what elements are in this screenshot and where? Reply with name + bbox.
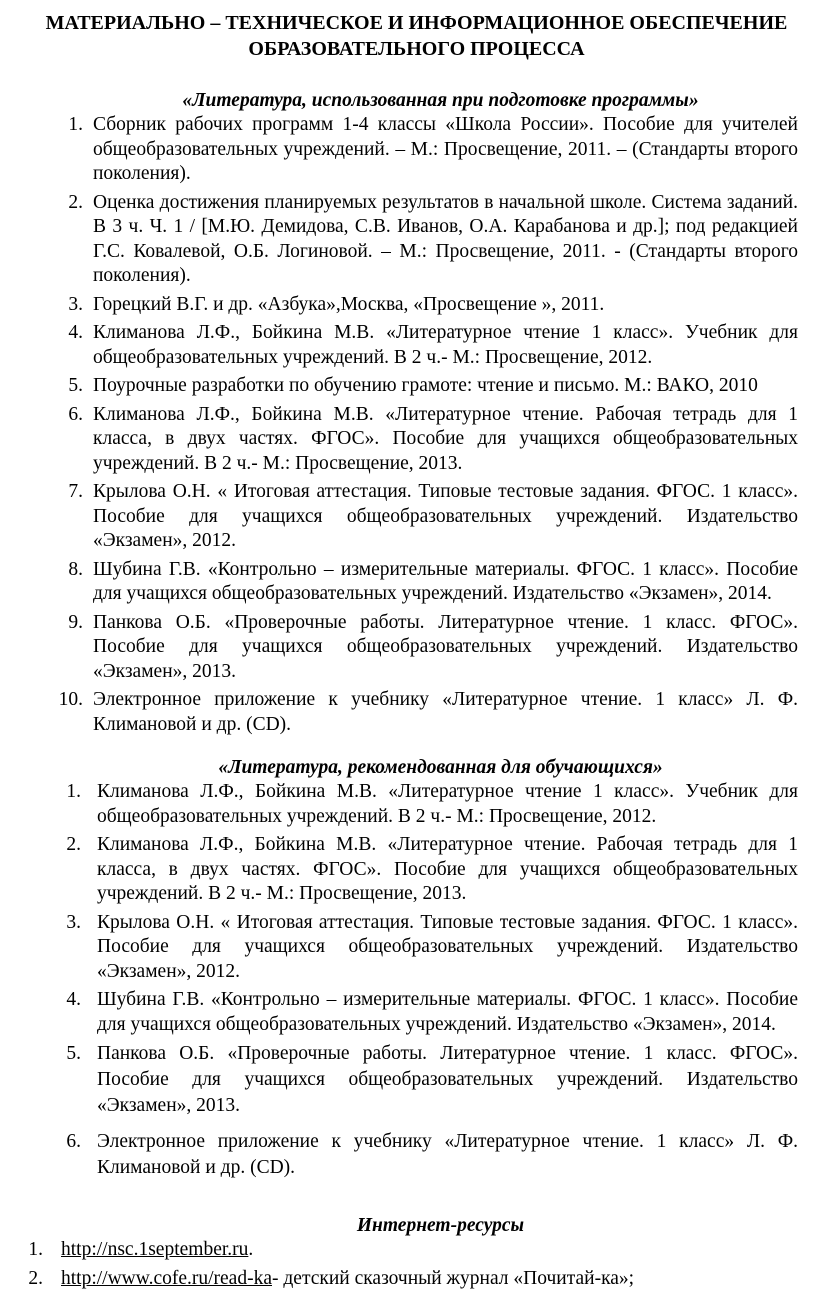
list-item-number: 2. <box>27 1267 43 1291</box>
list-item-text: Электронное приложение к учебнику «Литературное чтение. 1 класс» Л. Ф. Климановой и др. (CD). <box>93 689 798 735</box>
list-item-text: Климанова Л.Ф., Бойкина М.В. «Литературное чтение 1 класс». Учебник для общеобразовательных учреждений. В 2 ч.- М.: Просвещение, 2012. <box>97 781 798 827</box>
list-item <box>35 480 798 554</box>
list-item <box>35 911 798 985</box>
list-item <box>35 1041 798 1119</box>
list-item-number: 6. <box>35 403 83 428</box>
list-item <box>35 321 798 370</box>
list-item <box>35 833 798 907</box>
resource-link-suffix: - детский сказочный журнал «Почитай-ка»; <box>272 1268 634 1289</box>
list-item-number: 5. <box>35 374 83 399</box>
list-item <box>35 780 798 829</box>
list-item <box>35 403 798 477</box>
list-item-number: 3. <box>35 293 83 318</box>
resource-link-cofe[interactable]: http://www.cofe.ru/read-ka <box>61 1268 272 1289</box>
list-item <box>35 1267 798 1291</box>
list-item-text: Сборник рабочих программ 1-4 классы «Школа России». Пособие для учителей общеобразовательных учреждений. – М.: Просвещение, 2011. – (Стандарты второго поколения). <box>93 114 798 184</box>
list-item-number: 1. <box>35 113 83 138</box>
list-item <box>35 113 798 187</box>
list-item <box>35 1238 798 1263</box>
list-item-number: 2. <box>35 191 83 216</box>
list-item-number: 4. <box>35 321 83 346</box>
list-item-text: Оценка достижения планируемых результатов в начальной школе. Система заданий. В 3 ч. Ч. 1 / [М.Ю. Демидова, С.В. Иванов, О.А. Карабанова и др.]; под редакцией Г.С. Ковалевой, О.Б. Логиновой. – М.: Просвещение, 2011. - (Стандарты второго поколения). <box>93 192 798 287</box>
list-item-text: Климанова Л.Ф., Бойкина М.В. «Литературное чтение. Рабочая тетрадь для 1 класса, в двух частях. ФГОС». Пособие для учащихся общеобразовательных учреждений. В 2 ч.- М.: Просвещение, 2013. <box>93 404 798 474</box>
list-item-number: 9. <box>35 611 83 636</box>
list-item-text: Крылова О.Н. « Итоговая аттестация. Типовые тестовые задания. ФГОС. 1 класс». Пособие для учащихся общеобразовательных учреждений. Издательство «Экзамен», 2012. <box>93 481 798 551</box>
list-item-number: 7. <box>35 480 83 505</box>
list-item-number: 4. <box>35 988 81 1013</box>
page-title <box>35 10 798 62</box>
page-title-line-1: МАТЕРИАЛЬНО – ТЕХНИЧЕСКОЕ И ИНФОРМАЦИОННОЕ ОБЕСПЕЧЕНИЕ <box>35 10 798 36</box>
list-item <box>35 611 798 685</box>
list-item <box>35 293 798 318</box>
section-heading-recommended-literature: «Литература, рекомендованная для обучающихся» <box>35 755 798 780</box>
list-item-number: 1. <box>27 1238 43 1263</box>
list-item-text: Климанова Л.Ф., Бойкина М.В. «Литературное чтение 1 класс». Учебник для общеобразовательных учреждений. В 2 ч.- М.: Просвещение, 2012. <box>93 322 798 368</box>
list-item-text: Шубина Г.В. «Контрольно – измерительные материалы. ФГОС. 1 класс». Пособие для учащихся общеобразовательных учреждений. Издательство «Экзамен», 2014. <box>93 559 798 605</box>
section-heading-internet-resources: Интернет-ресурсы <box>35 1213 798 1238</box>
list-item <box>35 374 798 399</box>
recommended-literature-list <box>35 780 798 1181</box>
list-item-text: Горецкий В.Г. и др. «Азбука»,Москва, «Просвещение », 2011. <box>93 294 604 315</box>
list-item-number: 6. <box>35 1129 81 1155</box>
list-item-number: 5. <box>35 1041 81 1067</box>
resource-link-suffix: . <box>248 1239 253 1260</box>
list-item-number: 2. <box>35 833 81 858</box>
list-item <box>35 688 798 737</box>
list-item-text: Панкова О.Б. «Проверочные работы. Литературное чтение. 1 класс. ФГОС». Пособие для учащихся общеобразовательных учреждений. Издательство «Экзамен», 2013. <box>97 1043 798 1116</box>
internet-resources-list <box>35 1238 798 1291</box>
list-item-text: Шубина Г.В. «Контрольно – измерительные материалы. ФГОС. 1 класс». Пособие для учащихся общеобразовательных учреждений. Издательство «Экзамен», 2014. <box>97 989 798 1035</box>
list-item <box>35 1129 798 1181</box>
list-item-number: 3. <box>35 911 81 936</box>
section-heading-used-literature: «Литература, использованная при подготовке программы» <box>35 88 798 113</box>
list-item-number: 8. <box>35 558 83 583</box>
resource-link-nsc[interactable]: http://nsc.1september.ru <box>61 1239 248 1260</box>
list-item-text: Крылова О.Н. « Итоговая аттестация. Типовые тестовые задания. ФГОС. 1 класс». Пособие для учащихся общеобразовательных учреждений. Издательство «Экзамен», 2012. <box>97 912 798 982</box>
list-item <box>35 191 798 289</box>
used-literature-list <box>35 113 798 737</box>
list-item <box>35 988 798 1037</box>
page-title-line-2: ОБРАЗОВАТЕЛЬНОГО ПРОЦЕССА <box>35 36 798 62</box>
list-item-text: Электронное приложение к учебнику «Литературное чтение. 1 класс» Л. Ф. Климановой и др. (CD). <box>97 1131 798 1178</box>
list-item-text: Климанова Л.Ф., Бойкина М.В. «Литературное чтение. Рабочая тетрадь для 1 класса, в двух частях. ФГОС». Пособие для учащихся общеобразовательных учреждений. В 2 ч.- М.: Просвещение, 2013. <box>97 834 798 904</box>
list-item-number: 10. <box>35 688 83 713</box>
list-item <box>35 558 798 607</box>
list-item-text: Панкова О.Б. «Проверочные работы. Литературное чтение. 1 класс. ФГОС». Пособие для учащихся общеобразовательных учреждений. Издательство «Экзамен», 2013. <box>93 612 798 682</box>
list-item-number: 1. <box>35 780 81 805</box>
list-item-text: Поурочные разработки по обучению грамоте: чтение и письмо. М.: ВАКО, 2010 <box>93 375 758 396</box>
